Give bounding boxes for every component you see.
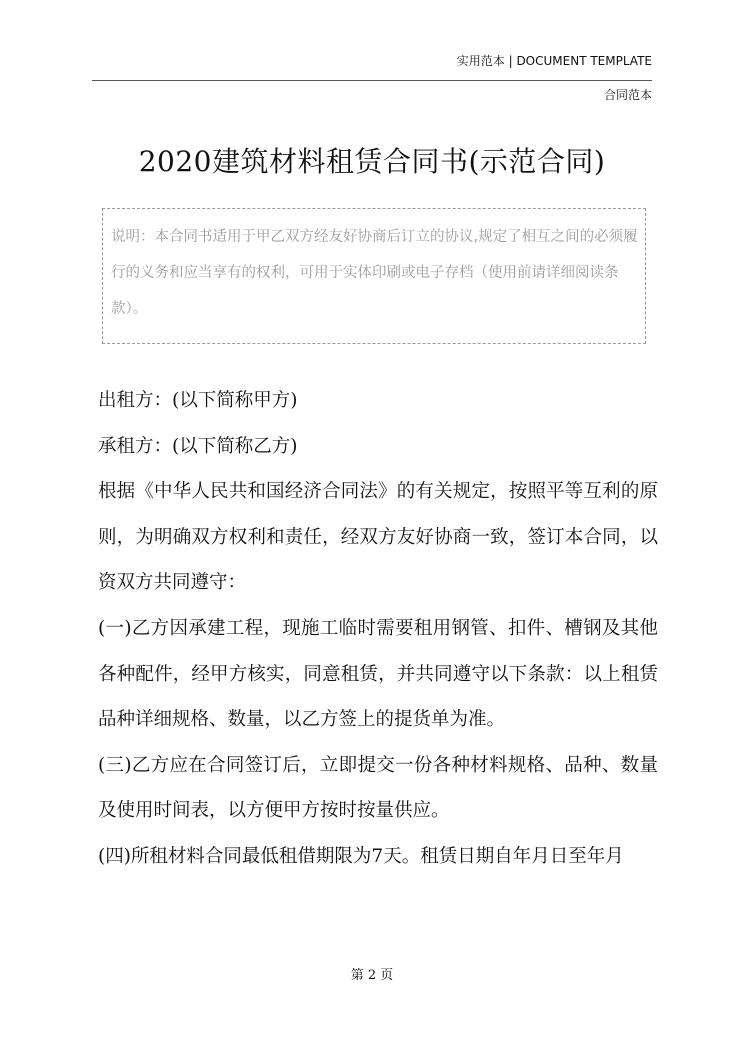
- contract-body: [98, 378, 658, 880]
- note-box: [102, 208, 646, 344]
- paragraph-clause-1: (一)乙方因承建工程，现施工临时需要租用钢管、扣件、槽钢及其他各种配件，经甲方核实，同意租赁，并共同遵守以下条款：以上租赁品种详细规格、数量，以乙方签上的提货单为准。: [98, 617, 658, 731]
- paragraph-preamble: 根据《中华人民共和国经济合同法》的有关规定，按照平等互利的原则，为明确双方权利和责任，经双方友好协商一致，签订本合同，以资双方共同遵守：: [98, 481, 658, 594]
- page-number: 第 2 页: [350, 968, 394, 983]
- document-title: 2020建筑材料租赁合同书(示范合同): [138, 145, 606, 178]
- note-text: 说明：本合同书适用于甲乙双方经友好协商后订立的协议,规定了相互之间的必须履行的义务和应当享有的权利，可用于实体印刷或电子存档（使用前请详细阅读条款）。: [111, 229, 638, 317]
- header-category: 合同范本: [603, 88, 652, 102]
- paragraph-lessee: 承租方：(以下简称乙方): [98, 435, 298, 457]
- header-divider: [92, 80, 652, 81]
- paragraph-clause-4: (四)所租材料合同最低租借期限为7天。租赁日期自年月日至年月: [98, 845, 624, 867]
- paragraph-clause-3: (三)乙方应在合同签订后，立即提交一份各种材料规格、品种、数量及使用时间表，以方便甲方按时按量供应。: [98, 754, 658, 822]
- paragraph-lessor: 出租方：(以下简称甲方): [98, 390, 298, 411]
- header-tag: 实用范本 | DOCUMENT TEMPLATE: [456, 54, 652, 68]
